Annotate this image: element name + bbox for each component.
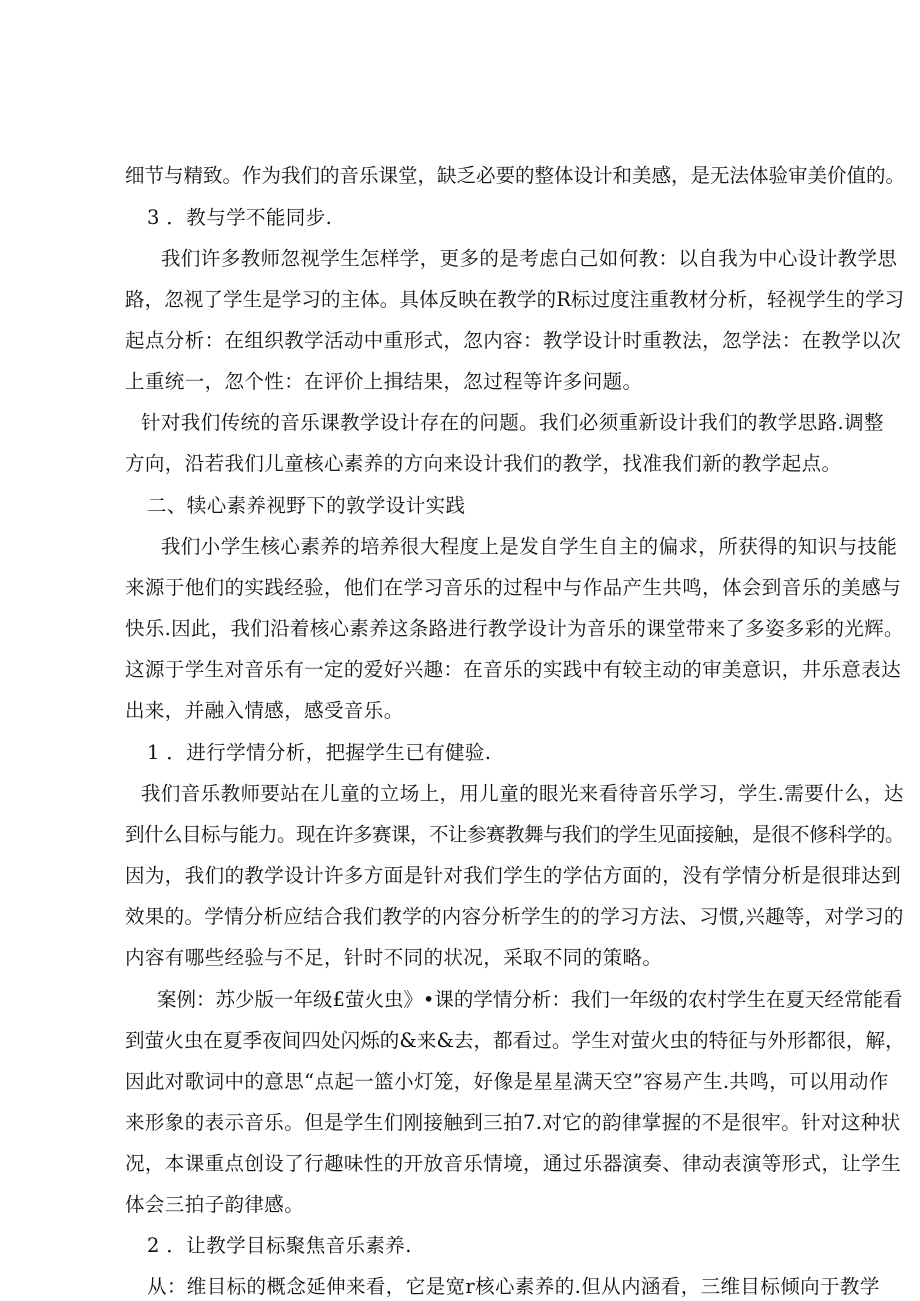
text-line: 方向，沿若我们儿童核心素养的方向来设计我们的教学，找准我们新的教学起点。 xyxy=(125,452,842,475)
text-line: 起点分析：在组织教学活动中重形式，忽内容：教学设计时重教法，忽学法：在教学以次 xyxy=(125,329,902,352)
section-heading: 1 ．进行学情分析，把握学生已有健验. xyxy=(147,741,492,764)
text-line: 出来，并融入情感，感受音乐。 xyxy=(125,699,404,722)
section-heading: 2 ．让教学目标聚焦音乐素养. xyxy=(147,1234,412,1257)
text-line: 从：维目标的概念延伸来看，它是宽r核心素养的.但从内涵看，三维目标倾向于教学 xyxy=(147,1275,880,1298)
text-line: 我们音乐教师要站在儿童的立场上，用儿童的眼光来看待音乐学习，学生.需要什么，达 xyxy=(141,782,904,805)
text-line: 因此对歌词中的意思“点起一篮小灯笼，好像是星星满天空”容易产生.共鸣，可以用动作 xyxy=(125,1070,889,1093)
text-line: 到什么目标与能力。现在许多赛课，不让参赛教舞与我们的学生见面接触，是很不修科学的。 xyxy=(125,823,905,846)
text-line: 内容有哪些经验与不足，针时不同的状况，采取不同的策略。 xyxy=(125,946,663,969)
text-line: 细节与精致。作为我们的音乐课堂，缺乏必要的整体设计和美感，是无法体验审美价值的。 xyxy=(125,164,906,187)
text-line: 来源于他们的实践经验，他们在学习音乐的过程中与作品产生共鸣，体会到音乐的美感与 xyxy=(125,576,902,599)
text-line: 来形象的表示音乐。但是学生们刚接触到三拍7.对它的韵律掌握的不是很牢。针对这种状 xyxy=(125,1111,901,1134)
text-line: 体会三拍子韵律感。 xyxy=(125,1193,305,1216)
text-line: 到萤火虫在夏季夜间四处闪烁的&来&去，都看过。学生对萤火虫的特征与外形都很，解， xyxy=(125,1029,905,1052)
text-line: 我们小学生核心素养的培养很大程度上是发自学生自主的偏求，所获得的知识与技能 xyxy=(161,535,898,558)
text-line: 案例：苏少版一年级£萤火虫》•课的学情分析：我们一年级的农村学生在夏天经常能看 xyxy=(157,988,903,1011)
text-line: 针对我们传统的音乐课教学设计存在的问题。我们必须重新设计我们的教学思路.调整 xyxy=(141,411,884,434)
text-line: 这源于学生对音乐有一定的爱好兴趣：在音乐的实践中有较主动的审美意识，井乐意表达 xyxy=(125,658,902,681)
section-heading: 二、犊心素养视野下的敦学设计实践 xyxy=(147,494,466,517)
section-heading: 3 ．教与学不能同步. xyxy=(147,206,333,229)
text-line: 路，忽视了学生是学习的主体。具体反映在教学的R标过度注重教材分析，轻视学生的学习 xyxy=(125,288,905,311)
text-line: 上重统一，忽个性：在评价上揖结果，忽过程等许多问题。 xyxy=(125,370,643,393)
text-line: 况，本课重点创设了行趣味性的开放音乐情境，通过乐器演奏、律动表演等形式，让学生 xyxy=(125,1152,902,1175)
text-line: 快乐.因此，我们沿着核心素养这条路进行教学设计为音乐的课堂带来了多姿多彩的光辉。 xyxy=(125,617,904,640)
text-line: 我们许多教师忽视学生怎样学，更多的是考虑白己如何教：以自我为中心设计教学思 xyxy=(161,247,898,270)
text-line: 因为，我们的教学设计许多方面是针对我们学生的学估方面的，没有学情分析是很琲达到 xyxy=(125,864,902,887)
text-line: 效果的。学情分析应结合我们教学的内容分析学生的的学习方法、习惯,兴趣等，对学习的 xyxy=(125,905,904,928)
